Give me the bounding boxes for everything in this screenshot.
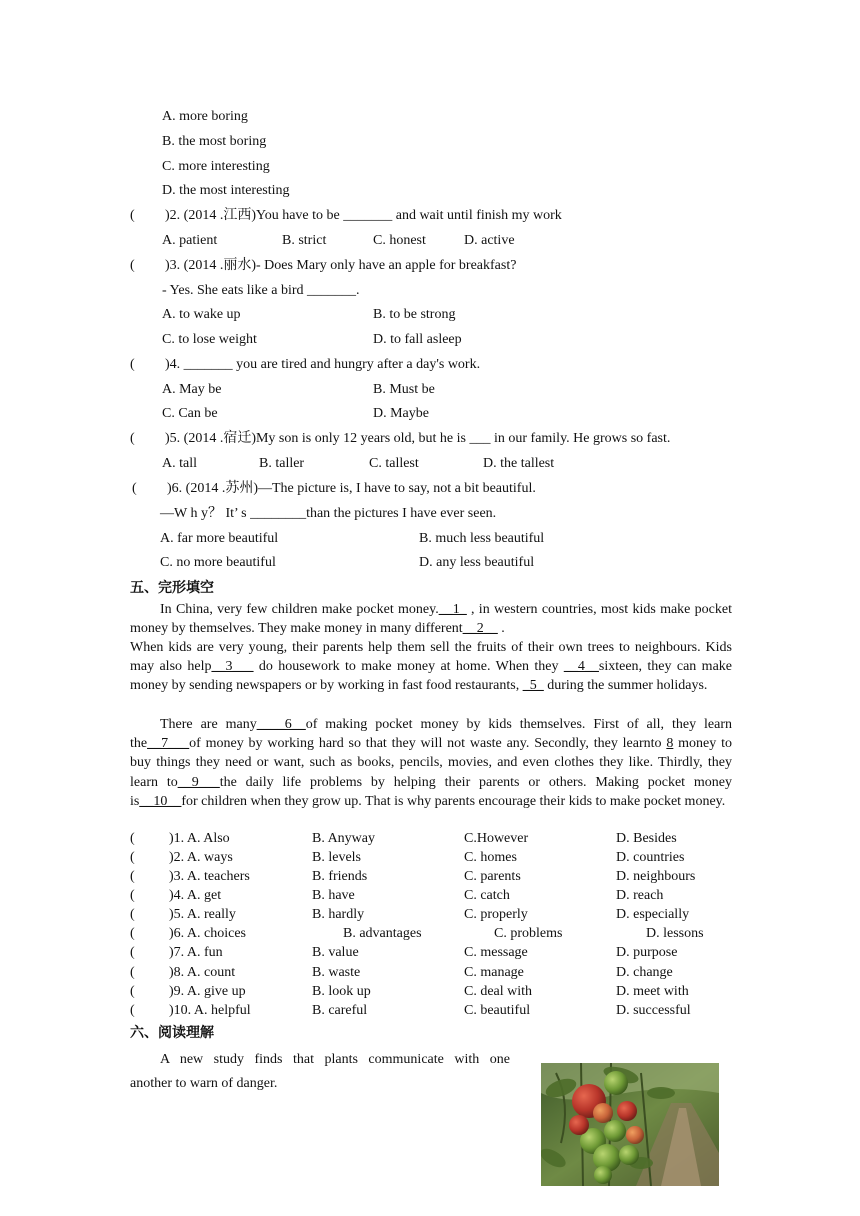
q4-stem: )4. _______ you are tired and hungry after a day's work.: [165, 357, 481, 372]
q6-option-b: B. much less beautiful: [419, 531, 545, 546]
q6-option-d: D. any less beautiful: [419, 555, 535, 570]
row-opt-b: B. have: [312, 888, 355, 903]
row-opt-b: B. careful: [312, 1003, 368, 1018]
q2-option-d: D. active: [464, 233, 515, 248]
row-num-a: )6. A. choices: [169, 926, 246, 941]
row-num-a: )2. A. ways: [169, 850, 233, 865]
q5-option-c: C. tallest: [369, 456, 419, 471]
q1-option-a: A. more boring: [162, 109, 248, 124]
row-num-a: )5. A. really: [169, 907, 236, 922]
row-bracket: (: [130, 888, 135, 903]
row-bracket: (: [130, 907, 135, 922]
q5-option-a: A. tall: [162, 456, 197, 471]
row-opt-b: B. levels: [312, 850, 361, 865]
q6-stem: )6. (2014 .苏州)—The picture is, I have to say, not a bit beautiful.: [167, 481, 536, 496]
q2-option-a: A. patient: [162, 233, 218, 248]
cloze-blank: __7___: [147, 736, 190, 752]
q3-line2: - Yes. She eats like a bird _______.: [162, 283, 360, 298]
row-num-a: )4. A. get: [169, 888, 222, 903]
section5-heading: 五、完形填空: [130, 580, 214, 596]
row-bracket: (: [130, 945, 135, 960]
row-bracket: (: [130, 926, 135, 941]
cloze-text: sixteen, they can make money by sending newspapers or by working in fast food restaurants,: [130, 659, 732, 694]
row-opt-c: C. problems: [494, 926, 563, 941]
row-bracket: (: [130, 869, 135, 884]
row-opt-c: C.However: [464, 831, 529, 846]
cloze-text: of making pocket money by kids themselves. First of all, they learn the: [130, 717, 732, 752]
cloze-text: for children when they grow up. That is why parents encourage their kids to make pocket money.: [181, 793, 726, 809]
q6-line2: —W h y？ It’ s ________than the pictures I have ever seen.: [160, 506, 497, 521]
cloze-text: .: [497, 621, 505, 637]
q1-option-d: D. the most interesting: [162, 183, 290, 198]
cloze-blank: _5_: [522, 678, 544, 694]
row-opt-b: B. waste: [312, 965, 361, 980]
row-bracket: (: [130, 965, 135, 980]
row-opt-c: C. homes: [464, 850, 517, 865]
q5-option-b: B. taller: [259, 456, 305, 471]
row-opt-b: B. hardly: [312, 907, 365, 922]
row-opt-c: C. message: [464, 945, 528, 960]
cloze-text: the daily life problems by helping their parents or others. Making pocket money is: [130, 774, 733, 809]
row-bracket: (: [130, 1003, 135, 1018]
cloze-text: do housework to make money at home. When they: [253, 659, 564, 675]
q2-option-b: B. strict: [282, 233, 327, 248]
row-opt-b: B. Anyway: [312, 831, 375, 846]
row-num-a: )8. A. count: [169, 965, 236, 980]
row-opt-c: C. manage: [464, 965, 524, 980]
row-opt-d: D. neighbours: [616, 869, 696, 884]
cloze-text: money to buy things they need or want, such as books, pencils, movies, and even clothes they like. Thirdly, they learn to: [130, 736, 732, 790]
q6-option-c: C. no more beautiful: [160, 555, 276, 570]
q6-option-a: A. far more beautiful: [160, 531, 279, 546]
q4-option-c: C. Can be: [162, 406, 218, 421]
tomato-plant-image: [541, 1063, 719, 1186]
row-opt-c: C. properly: [464, 907, 528, 922]
cloze-text: There are many: [160, 717, 257, 732]
cloze-blank: __9___: [177, 774, 220, 790]
row-opt-d: D. reach: [616, 888, 664, 903]
q1-option-b: B. the most boring: [162, 134, 267, 149]
row-bracket: (: [130, 831, 135, 846]
cloze-blank: __10__: [139, 793, 182, 809]
q3-option-b: B. to be strong: [373, 307, 456, 322]
row-opt-b: B. value: [312, 945, 359, 960]
q3-stem: )3. (2014 .丽水)- Does Mary only have an apple for breakfast?: [165, 258, 517, 273]
row-opt-d: D. especially: [616, 907, 690, 922]
row-opt-b: B. look up: [312, 984, 371, 999]
row-bracket: (: [130, 984, 135, 999]
row-opt-d: D. lessons: [646, 926, 704, 941]
tomato-photo-illustration: [541, 1063, 719, 1186]
q5-bracket: (: [130, 431, 135, 446]
reading-line-2: another to warn of danger.: [130, 1076, 278, 1091]
cloze-text: In China, very few children make pocket money.: [160, 602, 439, 617]
cloze-blank: __2__: [462, 621, 498, 637]
q3-option-d: D. to fall asleep: [373, 332, 462, 347]
row-num-a: )3. A. teachers: [169, 869, 250, 884]
cloze-text: of money by working hard so that they will not waste any. Secondly, they learnto: [189, 736, 667, 752]
row-opt-b: B. advantages: [343, 926, 422, 941]
row-opt-c: C. deal with: [464, 984, 533, 999]
row-bracket: (: [130, 850, 135, 865]
q1-option-c: C. more interesting: [162, 159, 270, 174]
cloze-text: during the summer holidays.: [543, 678, 708, 694]
row-num-a: )10. A. helpful: [169, 1003, 251, 1018]
q2-bracket: (: [130, 208, 135, 223]
row-opt-d: D. countries: [616, 850, 685, 865]
row-num-a: )7. A. fun: [169, 945, 223, 960]
q4-bracket: (: [130, 357, 135, 372]
q3-bracket: (: [130, 258, 135, 273]
row-opt-b: B. friends: [312, 869, 368, 884]
q5-stem: )5. (2014 .宿迁)My son is only 12 years old, but he is ___ in our family. He grows so fast.: [165, 431, 671, 446]
q4-option-a: A. May be: [162, 382, 222, 397]
cloze-paragraph-3: [130, 715, 732, 811]
cloze-text: When kids are very young, their parents help them sell the fruits of their own trees to neighbours. Kids may also help: [130, 640, 732, 675]
section6-heading: 六、阅读理解: [130, 1025, 214, 1041]
row-opt-d: D. meet with: [616, 984, 689, 999]
cloze-text: , in western countries, most kids make pocket money by themselves. They make money in many different: [130, 602, 732, 637]
cloze-blank: __4__: [563, 659, 599, 675]
q2-option-c: C. honest: [373, 233, 426, 248]
row-opt-d: D. successful: [616, 1003, 691, 1018]
row-num-a: )9. A. give up: [169, 984, 246, 999]
q2-stem: )2. (2014 .江西)You have to be _______ and wait until finish my work: [165, 208, 562, 223]
q3-option-c: C. to lose weight: [162, 332, 257, 347]
cloze-blank: ____6__: [256, 717, 306, 732]
cloze-blank: __3___: [211, 659, 254, 675]
cloze-paragraph-1: [130, 600, 732, 638]
row-num-a: )1. A. Also: [169, 831, 230, 846]
row-opt-d: D. change: [616, 965, 673, 980]
cloze-blank: 8: [666, 736, 674, 752]
q4-option-d: D. Maybe: [373, 406, 429, 421]
q6-bracket: (: [132, 481, 137, 496]
row-opt-c: C. parents: [464, 869, 521, 884]
row-opt-d: D. Besides: [616, 831, 677, 846]
q5-option-d: D. the tallest: [483, 456, 555, 471]
cloze-blank: __1_: [438, 602, 467, 617]
row-opt-c: C. beautiful: [464, 1003, 531, 1018]
row-opt-c: C. catch: [464, 888, 510, 903]
reading-line-1: A new study finds that plants communicate with one: [160, 1052, 510, 1067]
cloze-paragraph-2: [130, 638, 732, 696]
q4-option-b: B. Must be: [373, 382, 435, 397]
row-opt-d: D. purpose: [616, 945, 678, 960]
q3-option-a: A. to wake up: [162, 307, 241, 322]
